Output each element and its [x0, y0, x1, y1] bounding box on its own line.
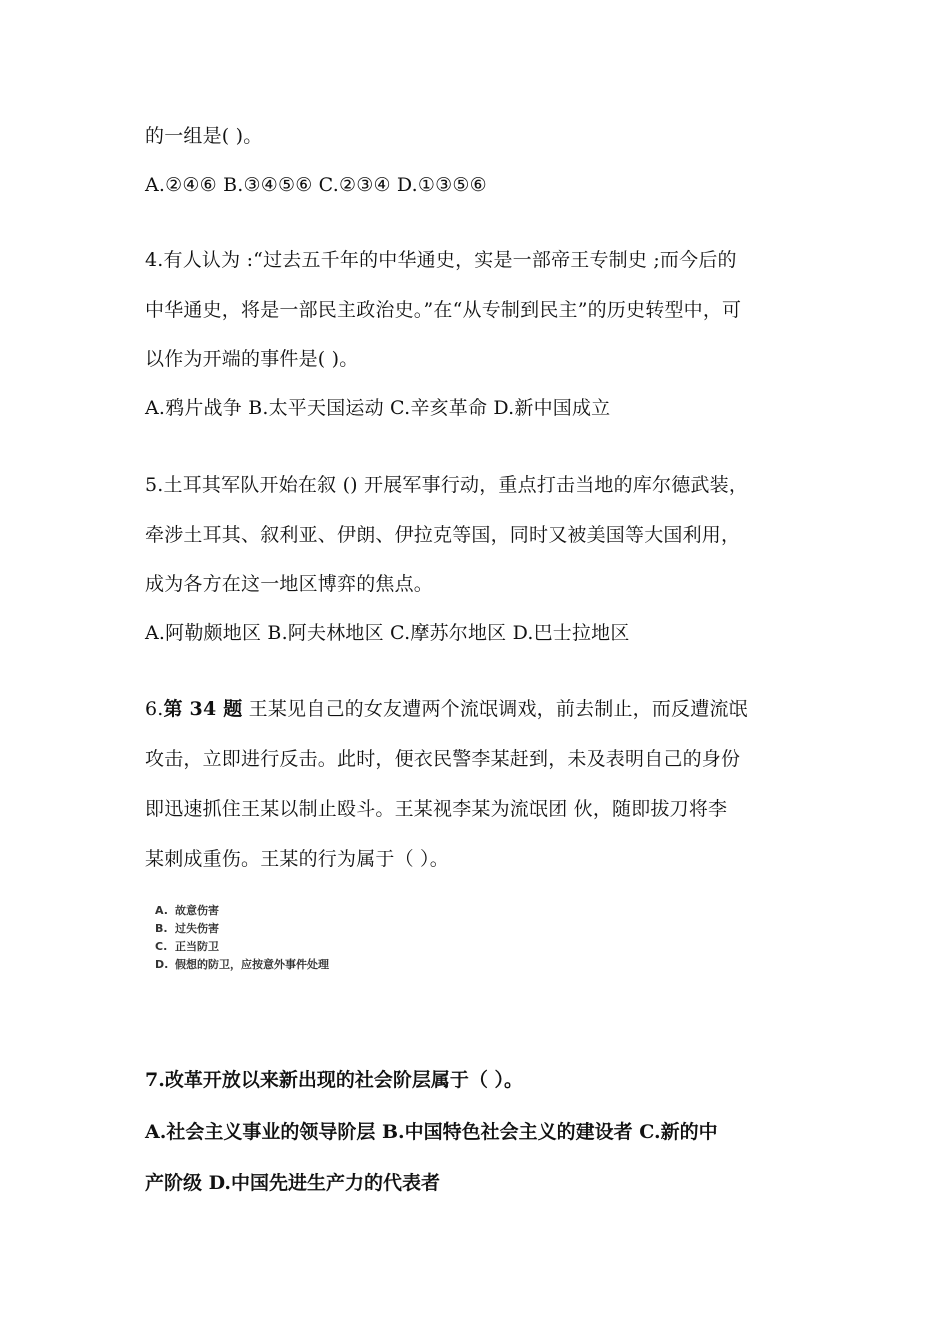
- q6-option-c: C. 正当防卫: [155, 940, 219, 953]
- q6-stem-line-4: 某刺成重伤。王某的行为属于（ ）。: [145, 848, 449, 870]
- q6-stem-line-1: [145, 700, 748, 719]
- q6-option-b: B. 过失伤害: [155, 922, 219, 935]
- q6-stem-line-1-text: 王某见自己的女友遭两个流氓调戏，前去制止，而反遭流氓: [242, 698, 748, 720]
- q3-stem-line-1: 的一组是( )。: [145, 125, 263, 147]
- q4-stem-line-3: 以作为开端的事件是( )。: [145, 348, 359, 370]
- q6-option-a: A. 故意伤害: [155, 904, 219, 917]
- q7-options-line-1: A.社会主义事业的领导阶层 B.中国特色社会主义的建设者 C.新的中: [145, 1121, 718, 1143]
- q6-number: 6.: [145, 698, 164, 720]
- q6-tag: 第 34 题: [163, 698, 243, 720]
- q6-options-image: [155, 902, 329, 974]
- q5-stem-line-2: 牵涉土耳其、叙利亚、伊朗、伊拉克等国，同时又被美国等大国利用，: [145, 524, 741, 546]
- q5-stem-line-3: 成为各方在这一地区博弈的焦点。: [145, 573, 434, 595]
- q7-stem: 7.改革开放以来新出现的社会阶层属于（ ）。: [145, 1069, 523, 1091]
- q4-options: A.鸦片战争 B.太平天国运动 C.辛亥革命 D.新中国成立: [145, 397, 611, 419]
- q4-stem-line-1: 4.有人认为 :“过去五千年的中华通史，实是一部帝王专制史 ;而今后的: [145, 249, 737, 271]
- q6-stem-line-2: 攻击，立即进行反击。此时，便衣民警李某赶到，未及表明自己的身份: [145, 748, 741, 770]
- q6-option-d: D. 假想的防卫，应按意外事件处理: [155, 958, 329, 971]
- q5-options: A.阿勒颇地区 B.阿夫林地区 C.摩苏尔地区 D.巴士拉地区: [145, 622, 630, 644]
- q7-options-line-2: 产阶级 D.中国先进生产力的代表者: [145, 1172, 441, 1194]
- q6-stem-line-3: 即迅速抓住王某以制止殴斗。王某视李某为流氓团 伙，随即拔刀将李: [145, 798, 728, 820]
- q4-stem-line-2: 中华通史，将是一部民主政治史。”在“从专制到民主”的历史转型中，可: [145, 299, 742, 321]
- q5-stem-line-1: 5.土耳其军队开始在叙 () 开展军事行动，重点打击当地的库尔德武装，: [145, 474, 749, 496]
- q3-options: A.②④⑥ B.③④⑤⑥ C.②③④ D.①③⑤⑥: [145, 174, 487, 196]
